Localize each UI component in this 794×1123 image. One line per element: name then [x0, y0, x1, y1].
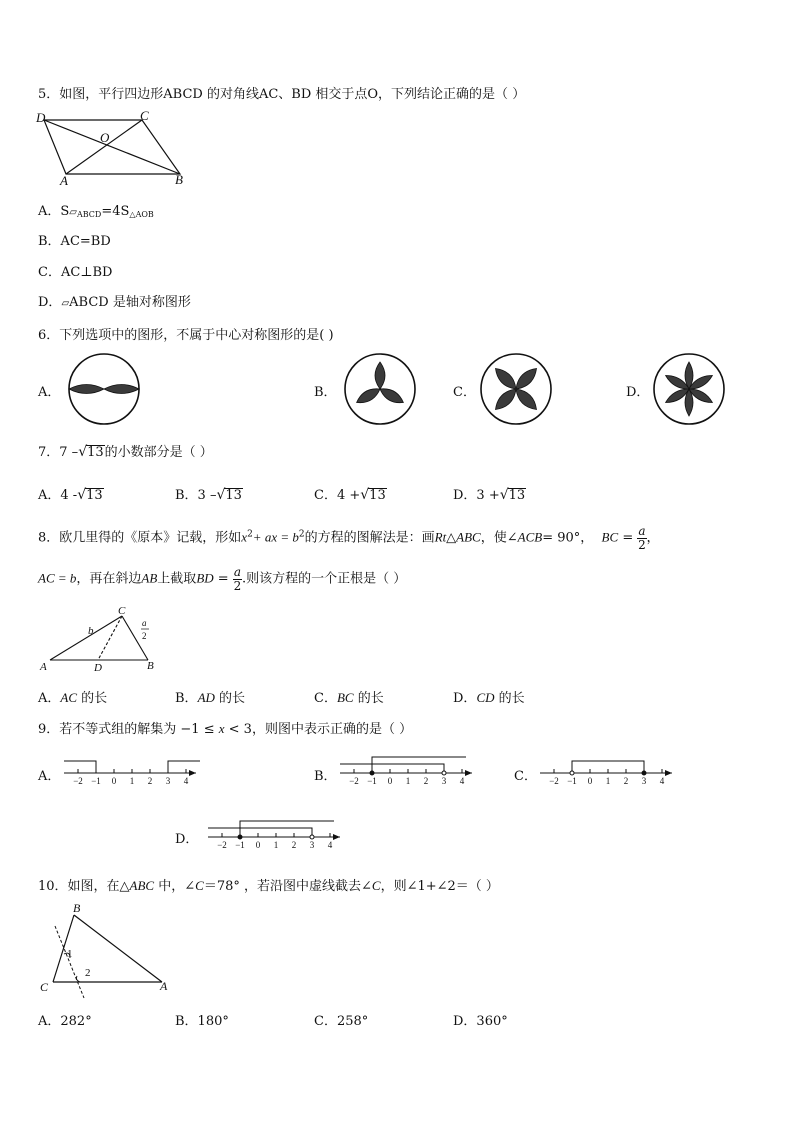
q10-option-c[interactable]: C．258°	[314, 1014, 369, 1029]
endpoint-dot	[310, 835, 314, 839]
q5-option-b[interactable]: B．AC=BD	[38, 234, 111, 249]
tick-label: −2	[73, 776, 83, 786]
angle-1-label: 1	[67, 948, 73, 960]
endpoint-dot	[238, 835, 242, 839]
label-a-num: a	[142, 618, 147, 628]
tick-label: −1	[91, 776, 101, 786]
q9-number-line-a[interactable]	[64, 752, 204, 788]
tick-label: −1	[235, 840, 245, 850]
tick-label: 0	[255, 840, 261, 850]
label-b-side: b	[88, 625, 94, 637]
q10-stem: 10．如图，在△ABC 中，∠C＝78° ，若沿图中虚线截去∠C，则∠1+∠2＝（ ）	[38, 878, 499, 894]
endpoint-dot	[370, 771, 374, 775]
solution-bracket	[208, 828, 312, 837]
tick-label: 2	[623, 776, 629, 786]
q7-option-c[interactable]: C．4 +√13	[314, 487, 386, 503]
axis-arrow-icon	[465, 770, 472, 776]
label-a: A	[40, 661, 47, 673]
q8-option-c[interactable]: C．BC 的长	[314, 690, 384, 706]
q5-option-d[interactable]: D．▱ABCD 是轴对称图形	[38, 295, 191, 310]
tick-label: 4	[659, 776, 665, 786]
endpoint-dot	[442, 771, 446, 775]
q6-option-c-label[interactable]: C．	[453, 385, 476, 400]
tick-label: −1	[567, 776, 577, 786]
solution-bracket	[168, 761, 200, 773]
q10-option-d[interactable]: D．360°	[453, 1014, 508, 1029]
solution-bracket	[64, 761, 96, 773]
tick-label: 4	[183, 776, 189, 786]
label-c: C	[118, 605, 126, 617]
q9-option-c-label[interactable]: C．	[514, 769, 537, 784]
tick-label: −2	[549, 776, 559, 786]
tick-label: 1	[129, 776, 135, 786]
q9-option-a-label[interactable]: A．	[38, 769, 61, 784]
q6-figure-d-six-petals[interactable]	[652, 352, 726, 426]
tick-label: −2	[349, 776, 359, 786]
tick-label: −1	[367, 776, 377, 786]
q8-line-1: 8．欧几里得的《原本》记载，形如$x^2+$ ax = $b^2$的方程的图解法是：画Rt△ABC，使∠ACB= 90°， BC = $\frac{a}{2}$ ，	[38, 524, 660, 552]
q8-option-a[interactable]: A．AC 的长	[38, 690, 108, 706]
q8-option-b[interactable]: B．AD 的长	[175, 690, 246, 706]
q6-option-d-label[interactable]: D．	[626, 385, 650, 400]
label-two-den: 2	[142, 631, 147, 641]
tick-label: 3	[641, 776, 647, 786]
axis-arrow-icon	[333, 834, 340, 840]
tick-label: 2	[423, 776, 429, 786]
q5-option-c[interactable]: C．AC⊥BD	[38, 265, 113, 280]
tick-label: 0	[387, 776, 393, 786]
label-b: B	[147, 660, 154, 672]
tick-label: 1	[605, 776, 611, 786]
q5-parallelogram-figure	[30, 108, 200, 190]
q6-figure-b-three-petals[interactable]	[343, 352, 417, 426]
label-c: C	[40, 980, 49, 994]
q5-option-a[interactable]: A．$S▱_{ABCD}=4S_{\triangle AOB}$	[38, 204, 154, 219]
q7-option-b[interactable]: B．3 –√13	[175, 487, 242, 503]
axis-arrow-icon	[189, 770, 196, 776]
tick-label: 4	[459, 776, 465, 786]
q6-stem: 6．下列选项中的图形，不属于中心对称图形的是( )	[38, 328, 334, 343]
q6-figure-a-two-petals[interactable]	[67, 352, 141, 426]
label-o: O	[100, 130, 110, 145]
endpoint-dot	[642, 771, 646, 775]
q10-triangle-figure	[36, 900, 181, 1000]
tick-label: 2	[291, 840, 297, 850]
q6-option-a-label[interactable]: A．	[38, 385, 61, 400]
q8-option-d[interactable]: D．CD 的长	[453, 690, 525, 706]
q10-option-a[interactable]: A．282°	[38, 1014, 92, 1029]
q6-figure-c-four-petals[interactable]	[479, 352, 553, 426]
tick-label: −2	[217, 840, 227, 850]
tick-label: 2	[147, 776, 153, 786]
diagonal-db	[44, 120, 180, 174]
endpoint-dot	[570, 771, 574, 775]
tick-label: 0	[111, 776, 117, 786]
label-d: D	[94, 662, 102, 674]
tick-label: 3	[309, 840, 315, 850]
tick-label: 1	[273, 840, 279, 850]
label-a: A	[60, 173, 68, 188]
q9-number-line-d[interactable]	[208, 816, 348, 852]
q8-line-2: AC = b，再在斜边AB上截取BD = $\frac{a}{2}$ .则该方程的一个正根是（ ）	[38, 565, 407, 593]
tick-label: 4	[327, 840, 333, 850]
tick-label: 3	[165, 776, 171, 786]
q5-stem: 5．如图，平行四边形ABCD 的对角线AC、BD 相交于点O，下列结论正确的是（ ）	[38, 87, 526, 102]
q6-option-b-label[interactable]: B．	[314, 385, 337, 400]
q8-triangle-figure	[36, 604, 166, 674]
label-a: A	[160, 979, 168, 993]
angle-2-label: 2	[85, 967, 91, 979]
diagonal-ca	[66, 120, 142, 174]
label-b: B	[175, 172, 183, 187]
axis-arrow-icon	[665, 770, 672, 776]
q9-stem: 9．若不等式组的解集为 −1 ≤ x < 3，则图中表示正确的是（ ）	[38, 721, 413, 737]
label-d: D	[36, 110, 46, 125]
q9-number-line-b[interactable]	[340, 752, 480, 788]
q9-option-d-label[interactable]: D．	[175, 832, 199, 847]
label-c: C	[140, 108, 149, 123]
solution-bracket	[372, 757, 466, 773]
solution-bracket	[240, 821, 334, 837]
tick-label: 3	[441, 776, 447, 786]
q7-stem: 7．7 –√13的小数部分是（ ）	[38, 444, 213, 460]
q9-option-b-label[interactable]: B．	[314, 769, 337, 784]
tick-label: 1	[405, 776, 411, 786]
q7-option-a[interactable]: A．4 -√13	[38, 487, 103, 503]
q9-number-line-c[interactable]	[540, 752, 680, 788]
tick-label: 0	[587, 776, 593, 786]
q10-option-b[interactable]: B．180°	[175, 1014, 229, 1029]
solution-bracket	[340, 764, 444, 773]
q7-option-d[interactable]: D．3 +√13	[453, 487, 526, 503]
label-b: B	[73, 901, 81, 915]
